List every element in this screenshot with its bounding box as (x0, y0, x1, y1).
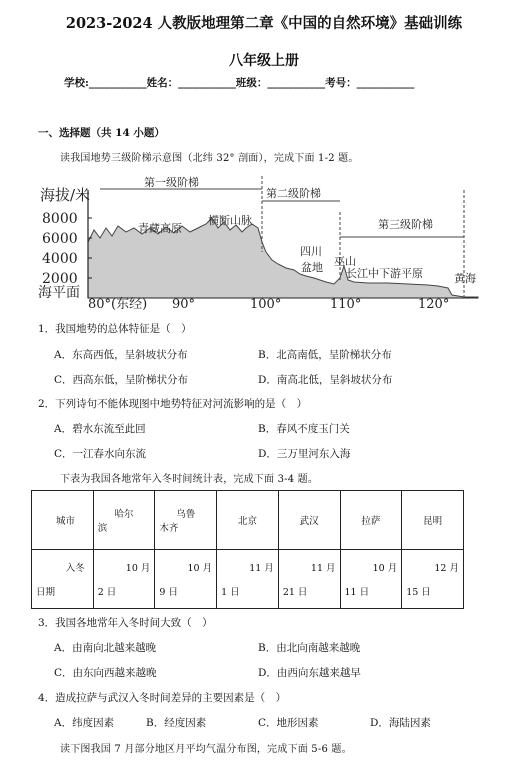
y-tick-label-8000: 8000 (42, 211, 78, 227)
date-day-harbin: 2 日 (97, 587, 117, 598)
q2-option-b[interactable]: B．春风不度玉门关 (258, 423, 350, 435)
x-tick-label-90: 90° (172, 297, 196, 310)
date-day-kunming: 15 日 (406, 587, 431, 598)
place-label-hengduan: 横断山脉 (208, 214, 252, 227)
x-tick-label-110: 110° (330, 297, 362, 310)
section-title: 一、选择题（共 14 小题） (38, 127, 165, 139)
place-label-sichuan: 四川 (300, 245, 322, 258)
date-cell-urumqi (155, 550, 217, 609)
student-info-line: 学校:___________姓名：___________班级：___________考号：___________ (64, 77, 415, 89)
y-tick-label-6000: 6000 (42, 231, 78, 247)
date-month-beijing: 11 月 (249, 563, 274, 574)
table-row-cities (32, 491, 464, 550)
x-tick-label-100: 100° (250, 297, 282, 310)
city-cell-beijing (217, 491, 279, 550)
intro-q1-2: 读我国地势三级阶梯示意图（北纬 32° 剖面），完成下面 1-2 题。 (60, 153, 359, 164)
sea-level-label: 海平面 (38, 285, 80, 301)
intro-q5-6: 读下图我国 7 月部分地区月平均气温分布图，完成下面 5-6 题。 (60, 744, 352, 755)
q4-option-b[interactable]: B．经度因素 (146, 717, 207, 729)
q2-option-a[interactable]: A．碧水东流至此回 (54, 423, 146, 435)
q4-option-c[interactable]: C．地形因素 (258, 717, 319, 729)
x-tick-label-120: 120° (418, 297, 450, 310)
row-label-city: 城市 (56, 516, 76, 527)
city-cell-urumqi (155, 491, 217, 550)
date-day-urumqi: 9 日 (159, 587, 178, 598)
x-tick-label-80: 80°(东经) (88, 297, 148, 310)
q3-option-a[interactable]: A．由南向北越来越晚 (54, 642, 157, 654)
step-3-label: 第三级阶梯 (378, 218, 433, 231)
q4-stem: 4．造成拉萨与武汉入冬时间差异的主要因素是（ ） (38, 692, 287, 704)
city-name-harbin-line2: 滨 (97, 523, 108, 534)
city-cell-harbin (93, 491, 155, 550)
city-name-urumqi-line2: 木齐 (159, 523, 179, 534)
q3-option-b[interactable]: B．由北向南越来越晚 (258, 642, 361, 654)
date-month-harbin: 10 月 (125, 563, 151, 574)
q4-option-d[interactable]: D．海陆因素 (370, 717, 431, 729)
row-label-date: 日期 (36, 587, 56, 598)
q2-stem: 2．下列诗句不能体现图中地势特征对河流影响的是（ ） (38, 398, 308, 410)
terrain-profile-diagram (38, 170, 483, 310)
step-1-label: 第一级阶梯 (144, 176, 199, 189)
date-day-wuhan: 21 日 (282, 587, 308, 598)
q3-stem: 3．我国各地常年入冬时间大致（ ） (38, 617, 213, 629)
date-cell-kunming (402, 550, 464, 609)
y-axis-title: 海拔/米 (40, 186, 91, 204)
q2-option-c[interactable]: C．一江春水向东流 (54, 448, 147, 460)
date-day-lhasa: 11 日 (344, 587, 370, 598)
date-month-urumqi: 10 月 (187, 563, 213, 574)
header-cell-date (32, 550, 94, 609)
city-cell-lhasa (340, 491, 402, 550)
city-name-beijing: 北京 (237, 516, 257, 527)
place-label-yangtze-plain: 长江中下游平原 (346, 267, 423, 280)
city-name-harbin-line1: 哈尔 (114, 509, 134, 520)
city-cell-kunming (402, 491, 464, 550)
city-name-lhasa: 拉萨 (361, 516, 381, 527)
date-day-beijing: 1 日 (221, 587, 240, 598)
q1-option-c[interactable]: C．西高东低，呈阶梯状分布 (54, 374, 189, 386)
q1-stem: 1．我国地势的总体特征是（ ） (38, 323, 192, 335)
q1-option-b[interactable]: B．北高南低，呈阶梯状分布 (258, 349, 392, 361)
date-month-lhasa: 10 月 (372, 563, 398, 574)
q2-option-d[interactable]: D．三万里河东入海 (258, 448, 351, 460)
table-row-dates (32, 550, 464, 609)
place-label-yellow-sea: 黄海 (454, 272, 476, 285)
q3-option-c[interactable]: C．由东向西越来越晚 (54, 667, 157, 679)
date-cell-harbin (93, 550, 155, 609)
date-cell-lhasa (340, 550, 402, 609)
q3-option-d[interactable]: D．由西向东越来越早 (258, 667, 361, 679)
header-cell-city (32, 491, 94, 550)
place-label-basin: 盆地 (301, 261, 323, 274)
date-month-wuhan: 11 月 (310, 563, 336, 574)
step-2-label: 第二级阶梯 (266, 187, 321, 200)
place-label-qinghai-tibet: 青藏高原 (138, 222, 182, 235)
winter-onset-table (31, 490, 464, 609)
city-name-kunming: 昆明 (423, 516, 443, 527)
document-subtitle: 八年级上册 (229, 53, 299, 69)
city-cell-wuhan (278, 491, 340, 550)
document-title: 2023-2024 人教版地理第二章《中国的自然环境》基础训练 (65, 15, 463, 32)
q1-option-d[interactable]: D．南高北低，呈斜坡状分布 (258, 374, 393, 386)
q4-option-a[interactable]: A．纬度因素 (54, 717, 115, 729)
date-cell-beijing (217, 550, 279, 609)
city-name-wuhan: 武汉 (299, 516, 319, 527)
intro-q3-4: 下表为我国各地常年入冬时间统计表，完成下面 3-4 题。 (60, 474, 319, 485)
q1-option-a[interactable]: A．东高西低，呈斜坡状分布 (54, 349, 188, 361)
y-tick-label-2000: 2000 (42, 271, 78, 287)
date-month-kunming: 12 月 (434, 563, 459, 574)
row-label-winter: 入冬 (65, 563, 85, 574)
date-cell-wuhan (278, 550, 340, 609)
y-tick-label-4000: 4000 (42, 251, 78, 267)
city-name-urumqi-line1: 乌鲁 (176, 509, 196, 520)
place-label-wushan: 巫山 (334, 255, 356, 268)
